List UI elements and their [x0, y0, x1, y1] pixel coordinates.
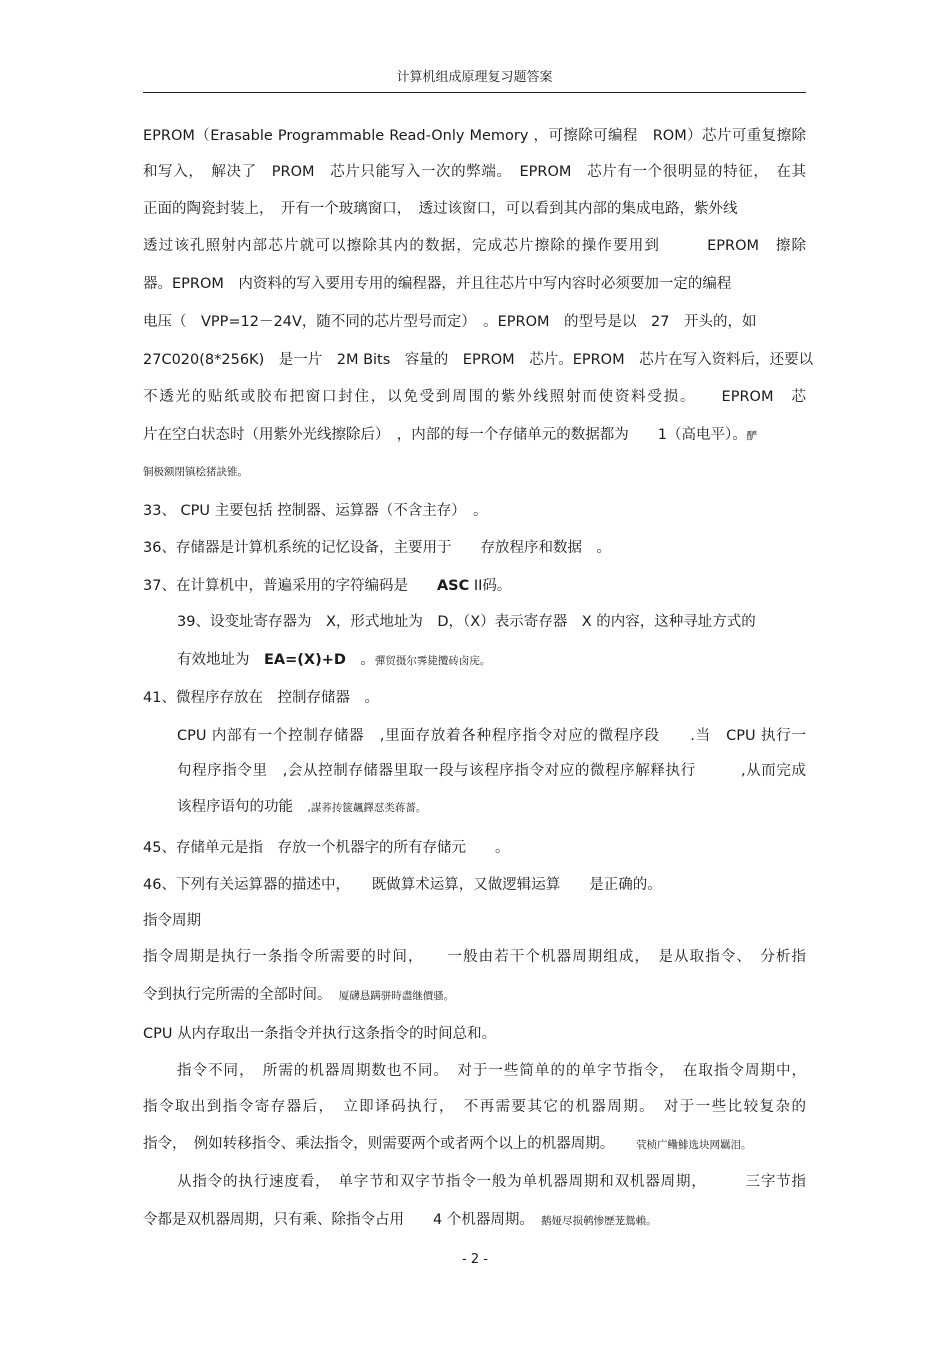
question-41: 41、微程序存放在 控制存储器 。: [143, 690, 379, 706]
garbled-text: 铜极额閉镇桧猪訣锥。: [143, 466, 248, 478]
question-37: [143, 576, 806, 596]
text-line: 27C020(8*256K) 是一片 2M Bits 容量的 EPROM 芯片。EPROM 芯片在写入资料后，还要以: [143, 352, 814, 368]
text-line: [177, 797, 806, 818]
header-rule: [143, 92, 806, 93]
garbled-text: ,謀荞抟箧飆鐸怼类蒋薔。: [307, 802, 427, 814]
text-line: 不透光的贴纸或胶布把窗口封住，以免受到周围的紫外线照射而使资料受损。 EPROM 芯: [143, 389, 806, 405]
question-45: 45、存储单元是指 存放一个机器字的所有存储元 。: [143, 840, 510, 856]
garbled-text: 厦礴恳蹒骈時盡继價骚。: [338, 990, 455, 1002]
text-span: 片在空白状态时（用紫外光线擦除后） ，内部的每一个存储单元的数据都为 1（高电平）。: [143, 427, 747, 443]
text-line: 从指令的执行速度看， 单字节和双字节指令一般为单机器周期和双机器周期， 三字节指: [177, 1174, 806, 1190]
question-39: 39、设变址寄存器为 X，形式地址为 D，（X）表示寄存器 X 的内容，这种寻址方式的: [177, 614, 756, 630]
question-36: 36、存储器是计算机系统的记忆设备，主要用于 存放程序和数据 。: [143, 540, 611, 556]
garbled-text: 彈贸摄尔霁毙攬砖卤庑。: [374, 655, 491, 667]
text-line: 和写入， 解决了 PROM 芯片只能写入一次的弊端。 EPROM 芯片有一个很明显的特征， 在其: [143, 164, 806, 180]
section-title: 指令周期: [143, 913, 201, 929]
text-line: 指令取出到指令寄存器后， 立即译码执行， 不再需要其它的机器周期。 对于一些比较复杂的: [143, 1099, 806, 1115]
text-line: CPU 内部有一个控制存储器 ,里面存放着各种程序指令对应的微程序段 .当 CPU 执行一: [177, 728, 806, 744]
question-33: 33、 CPU 主要包括 控制器、运算器（不含主存） 。: [143, 503, 488, 519]
text-span: 令都是双机器周期，只有乘、除指令占用 4 个机器周期。: [143, 1212, 542, 1228]
text-span: II码。: [469, 578, 512, 594]
page-header: 计算机组成原理复习题答案: [396, 70, 553, 85]
garbled-text: 酽: [746, 430, 758, 442]
text-line: 器。EPROM 内资料的写入要用专用的编程器，并且往芯片中写内容时必须要加一定的编程: [143, 276, 732, 292]
text-line: 电压（ VPP=12－24V，随不同的芯片型号而定） 。EPROM 的型号是以 27 开头的，如: [143, 314, 757, 330]
text-line: [143, 425, 806, 446]
text-line: 透过该孔照射内部芯片就可以擦除其内的数据，完成芯片擦除的操作要用到 EPROM 擦除: [143, 238, 806, 254]
garbled-text: 茕桢广鳓鯡选块网羈泪。: [636, 1139, 752, 1151]
text-span: 。: [345, 652, 375, 668]
text-line: [143, 1210, 806, 1231]
text-line: 指令周期是执行一条指令所需要的时间， 一般由若干个机器周期组成， 是从取指令、 分析指: [143, 949, 806, 965]
text-line: CPU 从内存取出一条指令并执行这条指令的时间总和。: [143, 1026, 497, 1042]
page-number: - 2 -: [462, 1252, 488, 1267]
text-line: [143, 985, 806, 1006]
question-39-answer: [177, 650, 806, 671]
question-46: 46、下列有关运算器的描述中， 既做算术运算，又做逻辑运算 是正确的。: [143, 877, 662, 893]
text-line: [143, 1134, 806, 1155]
text-span: 有效地址为: [177, 652, 264, 668]
text-span: 令到执行完所需的全部时间。: [143, 987, 339, 1003]
text-line: 句程序指令里 ,会从控制存储器里取一段与该程序指令对应的微程序解释执行 ,从而完成: [177, 763, 806, 779]
answer-text: ASC: [436, 578, 470, 594]
text-line: 指令不同， 所需的机器周期数也不同。 对于一些简单的的单字节指令， 在取指令周期中，: [177, 1063, 806, 1079]
answer-text: EA=(X)+D: [264, 652, 346, 668]
text-span: 指令， 例如转移指令、乘法指令，则需要两个或者两个以上的机器周期。: [143, 1136, 636, 1152]
text-span: 37、在计算机中，普遍采用的字符编码是: [143, 578, 437, 594]
text-line: EPROM（Erasable Programmable Read-Only Memory ，可擦除可编程 ROM）芯片可重复擦除: [143, 128, 806, 144]
text-line: 正面的陶瓷封装上， 开有一个玻璃窗口， 透过该窗口，可以看到其内部的集成电路，紫外线: [143, 201, 738, 217]
garbled-text: 鹅娅尽损鹌惨歷茏鴛賴。: [541, 1215, 657, 1227]
text-span: 该程序语句的功能: [177, 799, 308, 815]
